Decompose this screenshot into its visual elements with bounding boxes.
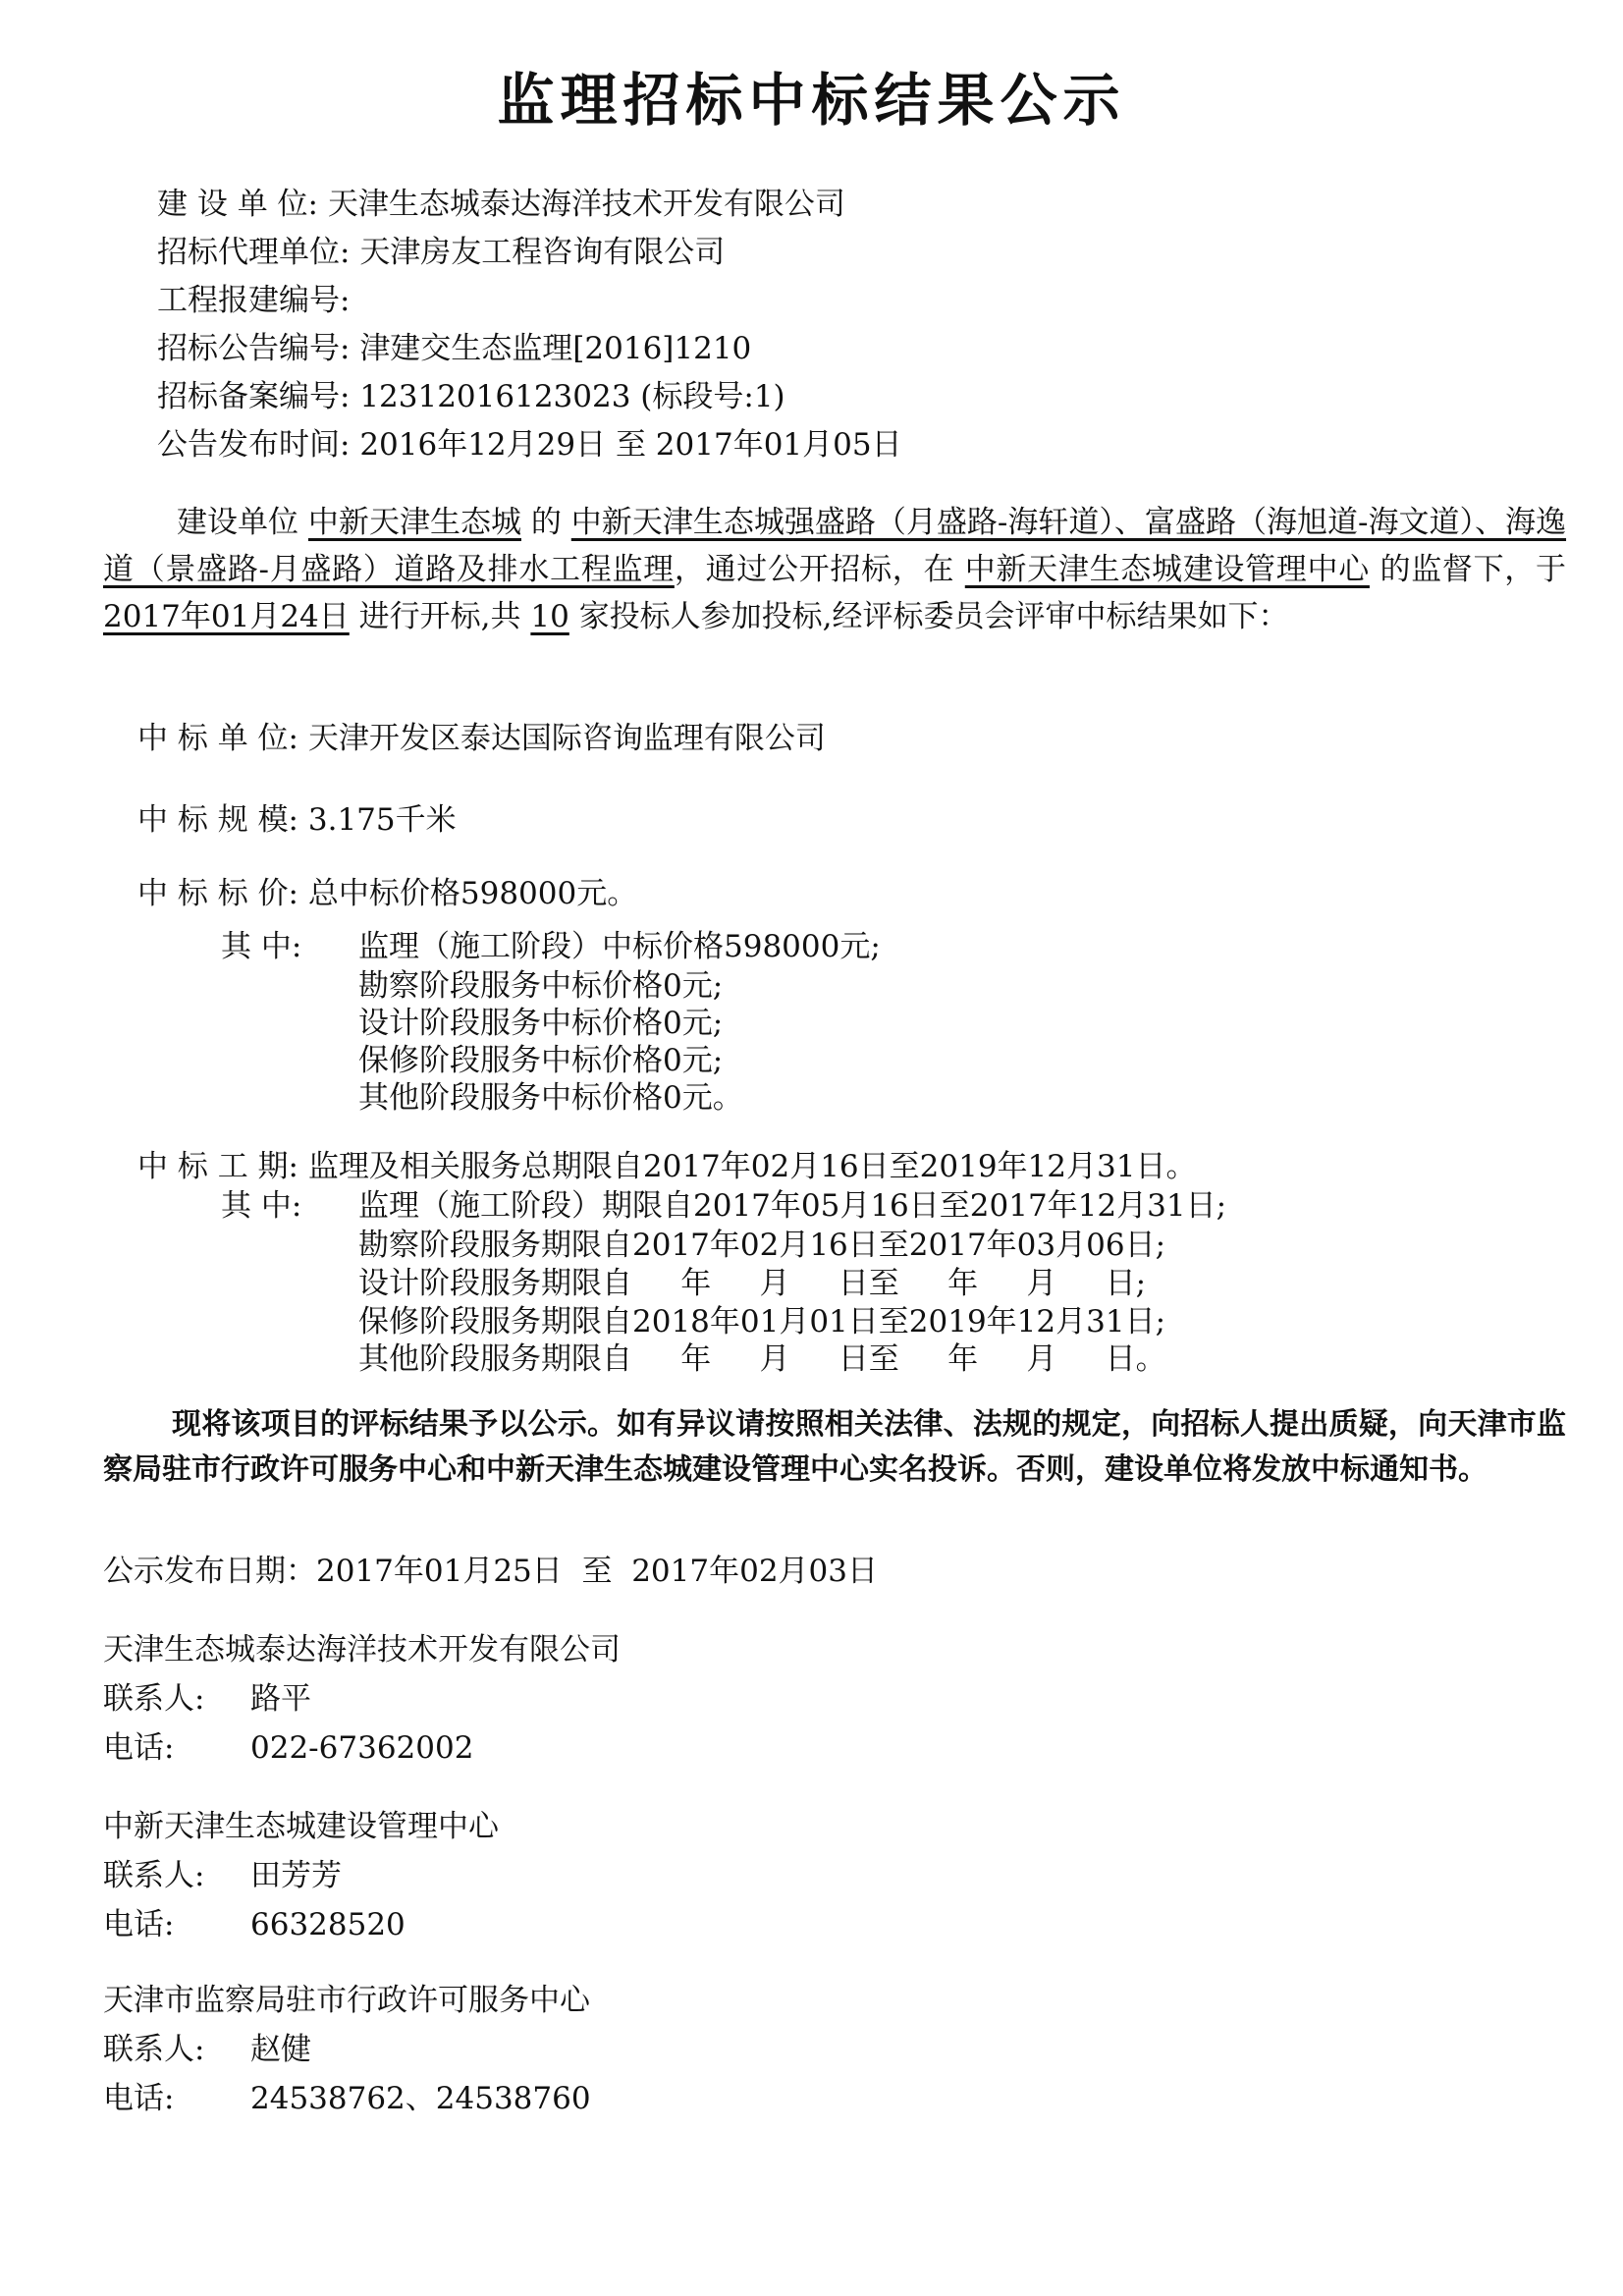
- field-owner: [157, 185, 845, 224]
- winner-value: 天津开发区泰达国际咨询监理有限公司: [307, 721, 826, 756]
- field-value: 天津生态城泰达海洋技术开发有限公司: [327, 187, 845, 222]
- field-value: 12312016123023 (标段号:1): [359, 379, 785, 414]
- intro-text: 家投标人参加投标,经评标委员会评审中标结果如下：: [578, 599, 1289, 634]
- scale-label: 中 标 规 模:: [137, 802, 299, 838]
- period-item: 保修阶段服务期限自2018年01月01日至2019年12月31日;: [358, 1304, 1166, 1339]
- field-label: 招标公告编号:: [157, 331, 351, 366]
- publish-date: 公示发布日期：2017年01月25日 至 2017年02月03日: [103, 1554, 878, 1589]
- field-label: 招标备案编号:: [157, 379, 351, 414]
- intro-paragraph: [103, 499, 1566, 640]
- notice-paragraph: 现将该项目的评标结果予以公示。如有异议请按照相关法律、法规的规定，向招标人提出质疑，向天津市监察局驻市行政许可服务中心和中新天津生态城建设管理中心实名投诉。否则，建设单位将发放中标通知书。: [103, 1407, 1566, 1487]
- period-item: 其他阶段服务期限自 年 月 日至 年 月 日。: [358, 1341, 1166, 1377]
- field-record-no: [157, 377, 785, 416]
- winner-label: 中 标 单 位:: [137, 721, 299, 756]
- field-label: 建 设 单 位:: [157, 187, 319, 222]
- contact-phone-label: 电话:: [103, 2081, 175, 2116]
- contact-org: 中新天津生态城建设管理中心: [103, 1809, 499, 1844]
- period-item: 设计阶段服务期限自 年 月 日至 年 月 日;: [358, 1266, 1147, 1301]
- intro-supervisor: 中新天津生态城建设管理中心: [964, 552, 1370, 587]
- price-value: 总中标价格598000元。: [307, 876, 638, 911]
- price-item: 保修阶段服务中标价格0元;: [358, 1043, 724, 1078]
- page-title: 监理招标中标结果公示: [497, 67, 1126, 134]
- price-line: [137, 874, 637, 913]
- contact-person: 路平: [250, 1681, 311, 1717]
- contact-phone: 66328520: [250, 1907, 406, 1942]
- contact-org: 天津市监察局驻市行政许可服务中心: [103, 1983, 590, 2018]
- contact-person: 田芳芳: [250, 1858, 342, 1893]
- price-item: 其他阶段服务中标价格0元。: [358, 1080, 743, 1116]
- field-label: 招标代理单位:: [157, 235, 351, 270]
- field-value: 津建交生态监理[2016]1210: [359, 331, 752, 366]
- contact-person-label: 联系人:: [103, 2032, 205, 2067]
- intro-text: 的: [530, 505, 562, 540]
- intro-bidders: 10: [530, 599, 569, 634]
- field-project-code: [157, 281, 350, 320]
- scale-line: [137, 800, 457, 840]
- period-label: 中 标 工 期:: [137, 1149, 299, 1184]
- period-line: [137, 1147, 1196, 1186]
- contact-person: 赵健: [250, 2032, 311, 2067]
- period-sub-label: 其 中:: [221, 1188, 302, 1224]
- price-item: 监理（施工阶段）中标价格598000元;: [358, 929, 881, 964]
- field-notice-time: [157, 425, 902, 465]
- field-label: 公告发布时间:: [157, 427, 351, 463]
- intro-owner: 中新天津生态城: [307, 505, 521, 540]
- contact-phone-label: 电话:: [103, 1730, 175, 1766]
- field-notice-no: [157, 329, 751, 368]
- intro-project: 中新天津生态城强盛路（月盛路-海轩道）、富盛路（海旭道-海文道）、海逸道（景盛路-月盛路）道路及排水工程监理: [103, 505, 1567, 587]
- contact-phone: 022-67362002: [250, 1730, 474, 1766]
- scale-value: 3.175千米: [307, 802, 457, 838]
- intro-text: ，通过公开招标，在: [674, 552, 955, 587]
- price-label: 中 标 标 价:: [137, 876, 299, 911]
- intro-text: 进行开标,共: [358, 599, 521, 634]
- price-item: 勘察阶段服务中标价格0元;: [358, 968, 724, 1004]
- contact-phone-label: 电话:: [103, 1907, 175, 1942]
- field-agent: [157, 233, 725, 272]
- period-item: 监理（施工阶段）期限自2017年05月16日至2017年12月31日;: [358, 1188, 1227, 1224]
- field-value: 2016年12月29日 至 2017年01月05日: [359, 427, 902, 463]
- field-label: 工程报建编号:: [157, 283, 351, 318]
- intro-text: 的监督下，于: [1380, 552, 1567, 587]
- intro-text: 建设单位: [177, 505, 299, 540]
- field-value: 天津房友工程咨询有限公司: [359, 235, 726, 270]
- contact-person-label: 联系人:: [103, 1681, 205, 1717]
- intro-open-date: 2017年01月24日: [103, 599, 350, 634]
- contact-person-label: 联系人:: [103, 1858, 205, 1893]
- winner-line: [137, 719, 826, 758]
- price-item: 设计阶段服务中标价格0元;: [358, 1006, 724, 1041]
- contact-phone: 24538762、24538760: [250, 2081, 591, 2116]
- price-sub-label: 其 中:: [221, 929, 302, 964]
- contact-org: 天津生态城泰达海洋技术开发有限公司: [103, 1632, 621, 1667]
- period-item: 勘察阶段服务期限自2017年02月16日至2017年03月06日;: [358, 1228, 1166, 1263]
- period-value: 监理及相关服务总期限自2017年02月16日至2019年12月31日。: [307, 1149, 1197, 1184]
